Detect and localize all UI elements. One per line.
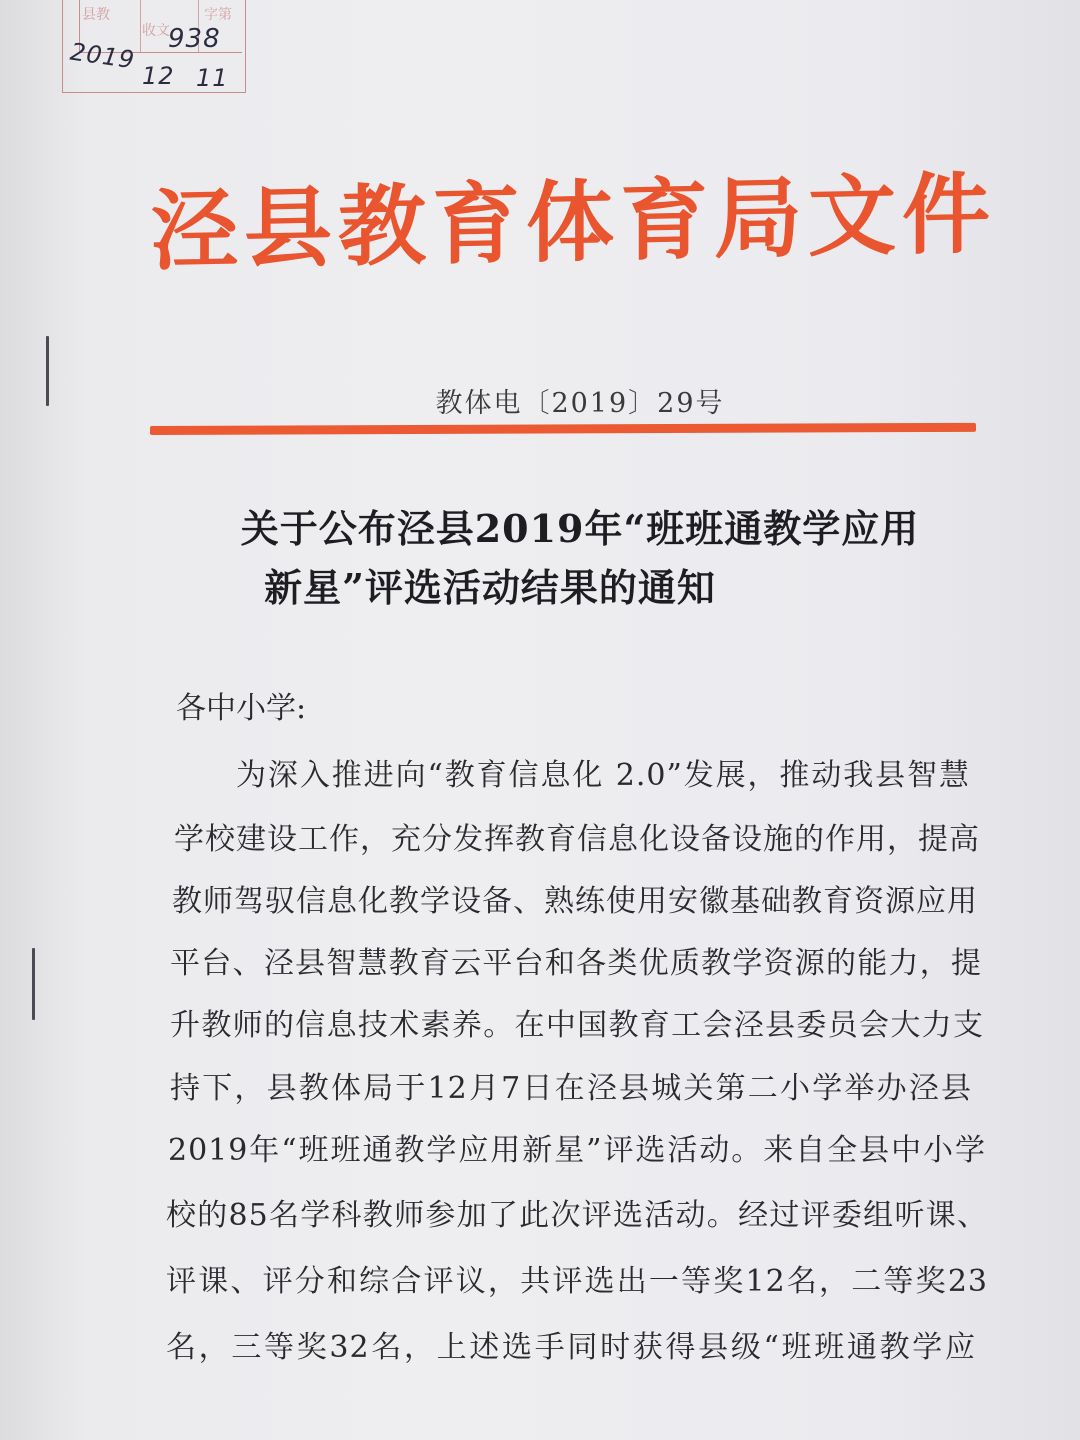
body-line: 评课、评分和综合评议，共评选出一等奖12名，二等奖23	[166, 1264, 988, 1299]
body-line: 升教师的信息技术素养。在中国教育工会泾县委员会大力支	[170, 1008, 984, 1043]
header-red-rule	[150, 423, 976, 435]
body-line: 校的85名学科教师参加了此次评选活动。经过评委组听课、	[166, 1198, 988, 1233]
body-line: 名，三等奖32名，上述选手同时获得县级“班班通教学应	[166, 1330, 976, 1365]
notice-title-line-1: 关于公布泾县2019年“班班通教学应用	[240, 506, 920, 551]
stamp-faded-text: 县教	[82, 7, 110, 23]
body-line: 学校建设工作，充分发挥教育信息化设备设施的作用，提高	[174, 822, 980, 857]
binder-mark	[46, 336, 49, 406]
binder-mark	[32, 948, 35, 1020]
stamp-faded-text: 字第	[204, 7, 232, 23]
document-header-title: 泾县教育体育局文件	[150, 161, 997, 283]
body-line: 2019年“班班通教学应用新星”评选活动。来自全县中小学	[168, 1133, 986, 1168]
notice-title-line-2: 新星”评选活动结果的通知	[264, 565, 716, 610]
body-line: 持下，县教体局于12月7日在泾县城关第二小学举办泾县	[170, 1071, 972, 1106]
stamp-handwritten-number: 938	[168, 24, 221, 54]
body-line: 平台、泾县智慧教育云平台和各类优质教学资源的能力，提	[170, 946, 982, 981]
stamp-handwritten-year: 2019	[68, 37, 137, 75]
stamp-handwritten-month: 12	[142, 62, 175, 90]
body-line: 教师驾驭信息化教学设备、熟练使用安徽基础教育资源应用	[172, 884, 978, 919]
stamp-faded-text: 收文	[142, 23, 170, 39]
document-number: 教体电〔2019〕29号	[435, 388, 725, 419]
body-line: 为深入推进向“教育信息化 2.0”发展，推动我县智慧	[236, 758, 970, 793]
stamp-handwritten-day: 11	[196, 64, 229, 92]
salutation: 各中小学:	[176, 691, 307, 726]
stamp-divider	[140, 0, 141, 52]
